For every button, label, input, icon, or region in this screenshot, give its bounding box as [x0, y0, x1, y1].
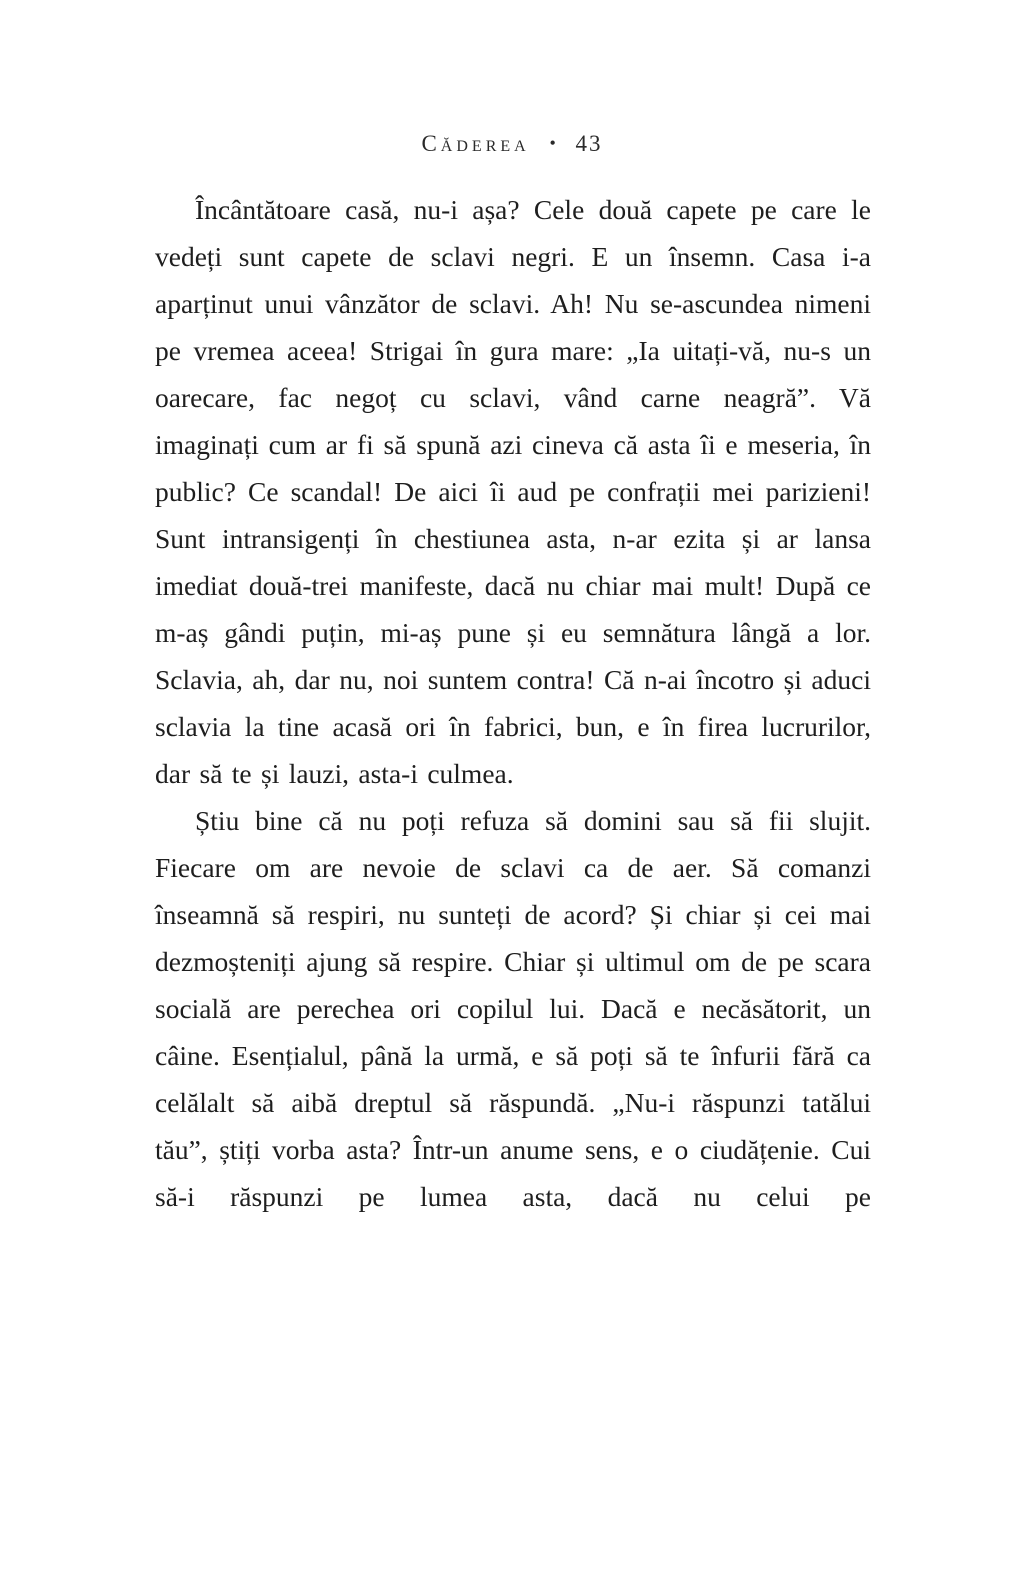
header-separator-dot: • — [549, 133, 556, 153]
page-body-text — [155, 186, 871, 1220]
running-header — [0, 131, 1024, 157]
paragraph: Știu bine că nu poți refuza să domini sau să fii slujit. Fiecare om are nevoie de sclavi ca de aer. Să comanzi înseamnă să respiri, nu sunteți de acord? Și chiar și cei mai dezmoșteniți ajung să respire. Chiar și ultimul om de pe scara socială are perechea ori copilul lui. Dacă e necăsătorit, un câine. Esențialul, până la urmă, e să poți să te înfurii fără ca celălalt să aibă dreptul să răspundă. „Nu-i răspunzi tatălui tău”, știți vorba asta? Într-un anume sens, e o ciudățenie. Cui să-i răspunzi pe lumea asta, dacă nu celui pe — [155, 805, 871, 1212]
page-number: 43 — [575, 131, 603, 156]
paragraph: Încântătoare casă, nu-i așa? Cele două capete pe care le vedeți sunt capete de sclavi negri. E un însemn. Casa i-a aparținut unui vânzător de sclavi. Ah! Nu se-ascundea nimeni pe vremea aceea! Strigai în gura mare: „Ia uitați-vă, nu-s un oarecare, fac negoț cu sclavi, vând carne neagră”. Vă imaginați cum ar fi să spună azi cineva că asta îi e meseria, în public? Ce scandal! De aici îi aud pe confrații mei parizieni! Sunt intransigenți în chestiunea asta, n-ar ezita și ar lansa imediat două-trei manifeste, dacă nu chiar mai mult! După ce m-aș gândi puțin, mi-aș pune și eu semnătura lângă a lor. Sclavia, ah, dar nu, noi suntem contra! Că n-ai încotro și aduci sclavia la tine acasă ori în fabrici, bun, e în firea lucrurilor, dar să te și lauzi, asta-i culmea. — [155, 194, 871, 789]
book-title: Căderea — [421, 131, 530, 156]
